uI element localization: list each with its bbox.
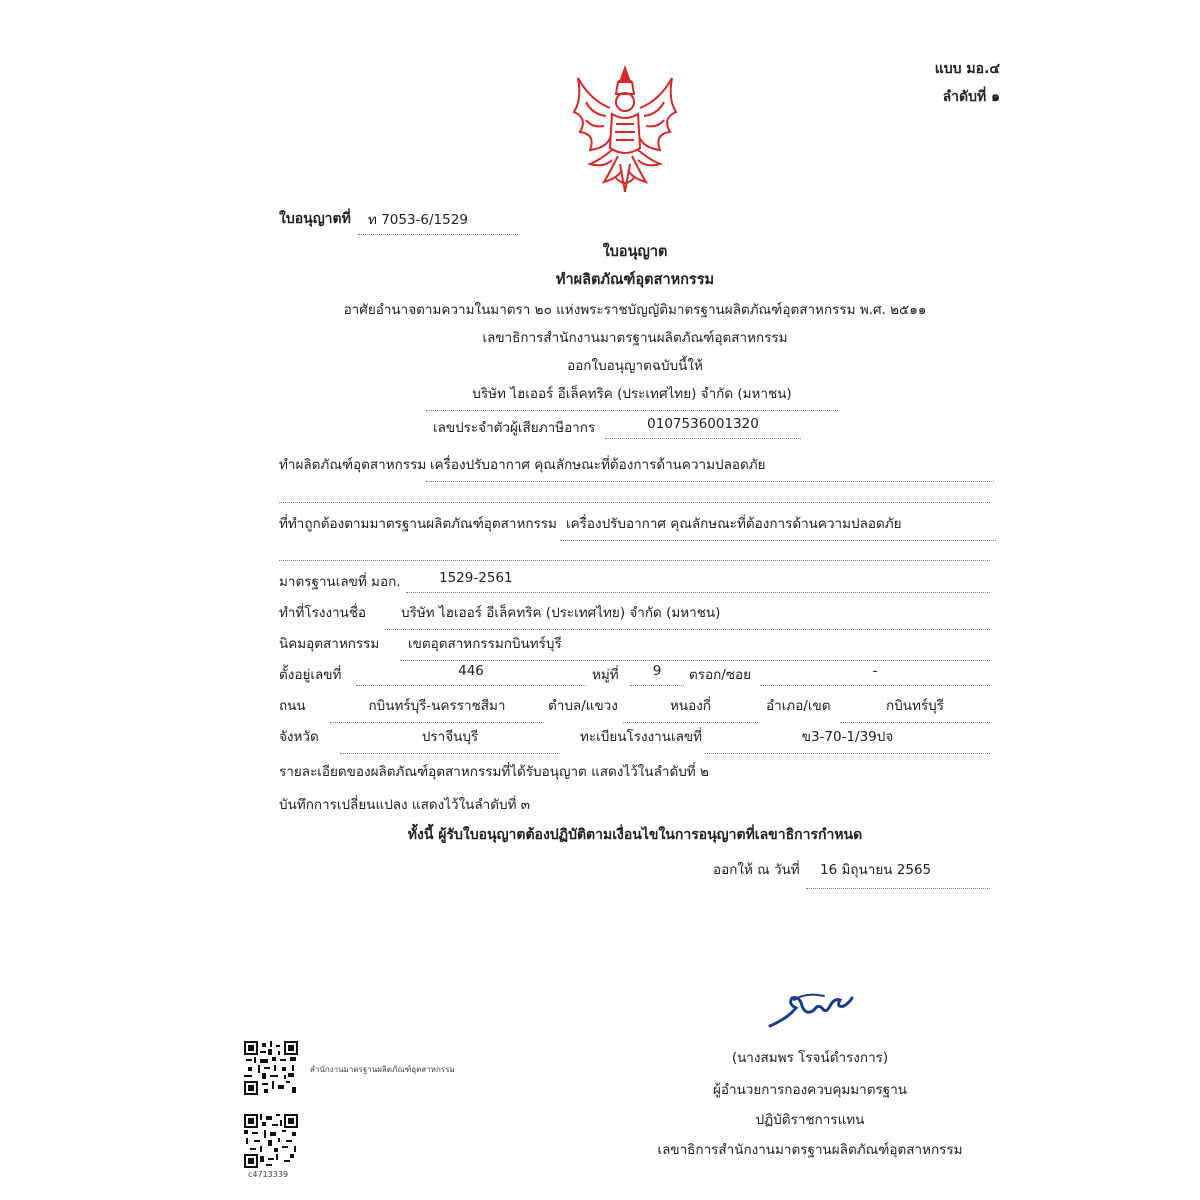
- moo-label: หมู่ที่: [592, 667, 619, 683]
- province-label: จังหวัด: [279, 729, 319, 745]
- sequence-label: ลำดับที่ ๑: [942, 89, 1000, 105]
- qr-code-icon: [244, 1041, 298, 1095]
- standard-no-value: 1529-2561: [406, 570, 990, 593]
- address-no-label: ตั้งอยู่เลขที่: [279, 667, 342, 683]
- garuda-emblem: [560, 60, 690, 200]
- tambon-value: หนองกี่: [623, 694, 758, 723]
- issue-date-label: ออกให้ ณ วันที่: [713, 862, 800, 878]
- condition-note: ทั้งนี้ ผู้รับใบอนุญาตต้องปฏิบัติตามเงื่อนไขในการอนุญาตที่เลขาธิการกำหนด: [407, 827, 863, 843]
- amphoe-label: อำเภอ/เขต: [766, 698, 831, 714]
- form-code: แบบ มอ.๔: [934, 61, 1000, 77]
- soi-value: -: [760, 663, 990, 686]
- estate-value: เขตอุตสาหกรรมกบินทร์บุรี: [400, 632, 990, 661]
- standard-label: ที่ทำถูกต้องตามมาตรฐานผลิตภัณฑ์อุตสาหกรรม: [279, 516, 557, 532]
- estate-label: นิคมอุตสาหกรรม: [279, 636, 380, 652]
- acting-on-behalf: ปฏิบัติราชการแทน: [755, 1112, 865, 1128]
- road-label: ถนน: [279, 698, 306, 714]
- factory-value: บริษัท ไฮเออร์ อีเล็คทริค (ประเทศไทย) จำกัด (มหาชน): [385, 601, 990, 630]
- product-value: เครื่องปรับอากาศ คุณลักษณะที่ต้องการด้านความปลอดภัย: [426, 453, 994, 482]
- factory-reg-value: ข3-70-1/39ปจ: [705, 725, 990, 754]
- license-no-value: ท 7053-6/1529: [358, 208, 518, 235]
- changes-note: บันทึกการเปลี่ยนแปลง แสดงไว้ในลำดับที่ ๓: [279, 797, 530, 813]
- factory-label: ทำที่โรงงานชื่อ: [279, 605, 367, 621]
- issue-statement: ออกใบอนุญาตฉบับนี้ให้: [567, 358, 703, 374]
- product-continuation-line: [279, 490, 990, 503]
- address-no-value: 446: [356, 663, 586, 686]
- title: ใบอนุญาต: [602, 244, 668, 260]
- signatory-name: (นางสมพร โรจน์ดำรงการ): [731, 1050, 889, 1066]
- product-label: ทำผลิตภัณฑ์อุตสาหกรรม: [279, 457, 427, 473]
- subtitle: ทำผลิตภัณฑ์อุตสาหกรรม: [555, 272, 715, 288]
- license-no-label: ใบอนุญาตที่: [279, 211, 351, 227]
- factory-reg-label: ทะเบียนโรงงานเลขที่: [580, 729, 702, 745]
- soi-label: ตรอก/ซอย: [689, 667, 752, 683]
- standard-continuation-line: [279, 548, 990, 561]
- signatory-position: ผู้อำนวยการกองควบคุมมาตรฐาน: [712, 1082, 908, 1098]
- tambon-label: ตำบล/แขวง: [548, 698, 618, 714]
- standard-value: เครื่องปรับอากาศ คุณลักษณะที่ต้องการด้านความปลอดภัย: [560, 512, 996, 541]
- secretary-general-line: เลขาธิการสำนักงานมาตรฐานผลิตภัณฑ์อุตสาหกรรม: [482, 330, 788, 346]
- province-value: ปราจีนบุรี: [340, 725, 560, 754]
- tax-id-value: 0107536001320: [605, 416, 801, 439]
- qr-caption: สำนักงานมาตรฐานผลิตภัณฑ์อุตสาหกรรม: [310, 1065, 455, 1074]
- road-value: กบินทร์บุรี-นครราชสีมา: [330, 694, 544, 723]
- company-name: บริษัท ไฮเออร์ อีเล็คทริค (ประเทศไทย) จำกัด (มหาชน): [426, 382, 838, 411]
- secretary-general-title: เลขาธิการสำนักงานมาตรฐานผลิตภัณฑ์อุตสาหกรรม: [657, 1142, 963, 1158]
- tax-id-label: เลขประจำตัวผู้เสียภาษีอากร: [433, 420, 596, 436]
- qr-code-icon: [244, 1114, 298, 1168]
- authority-line: อาศัยอำนาจตามความในมาตรา ๒๐ แห่งพระราชบัญญัติมาตรฐานผลิตภัณฑ์อุตสาหกรรม พ.ศ. ๒๕๑๑: [343, 302, 927, 318]
- standard-no-label: มาตรฐานเลขที่ มอก.: [279, 574, 401, 590]
- details-note: รายละเอียดของผลิตภัณฑ์อุตสาหกรรมที่ได้รับอนุญาต แสดงไว้ในลำดับที่ ๒: [279, 764, 709, 780]
- moo-value: 9: [630, 663, 684, 686]
- amphoe-value: กบินทร์บุรี: [840, 694, 990, 723]
- signature: [766, 988, 856, 1032]
- issue-date-value: 16 มิถุนายน 2565: [806, 858, 990, 889]
- qr-code-id: c4713339: [248, 1170, 289, 1179]
